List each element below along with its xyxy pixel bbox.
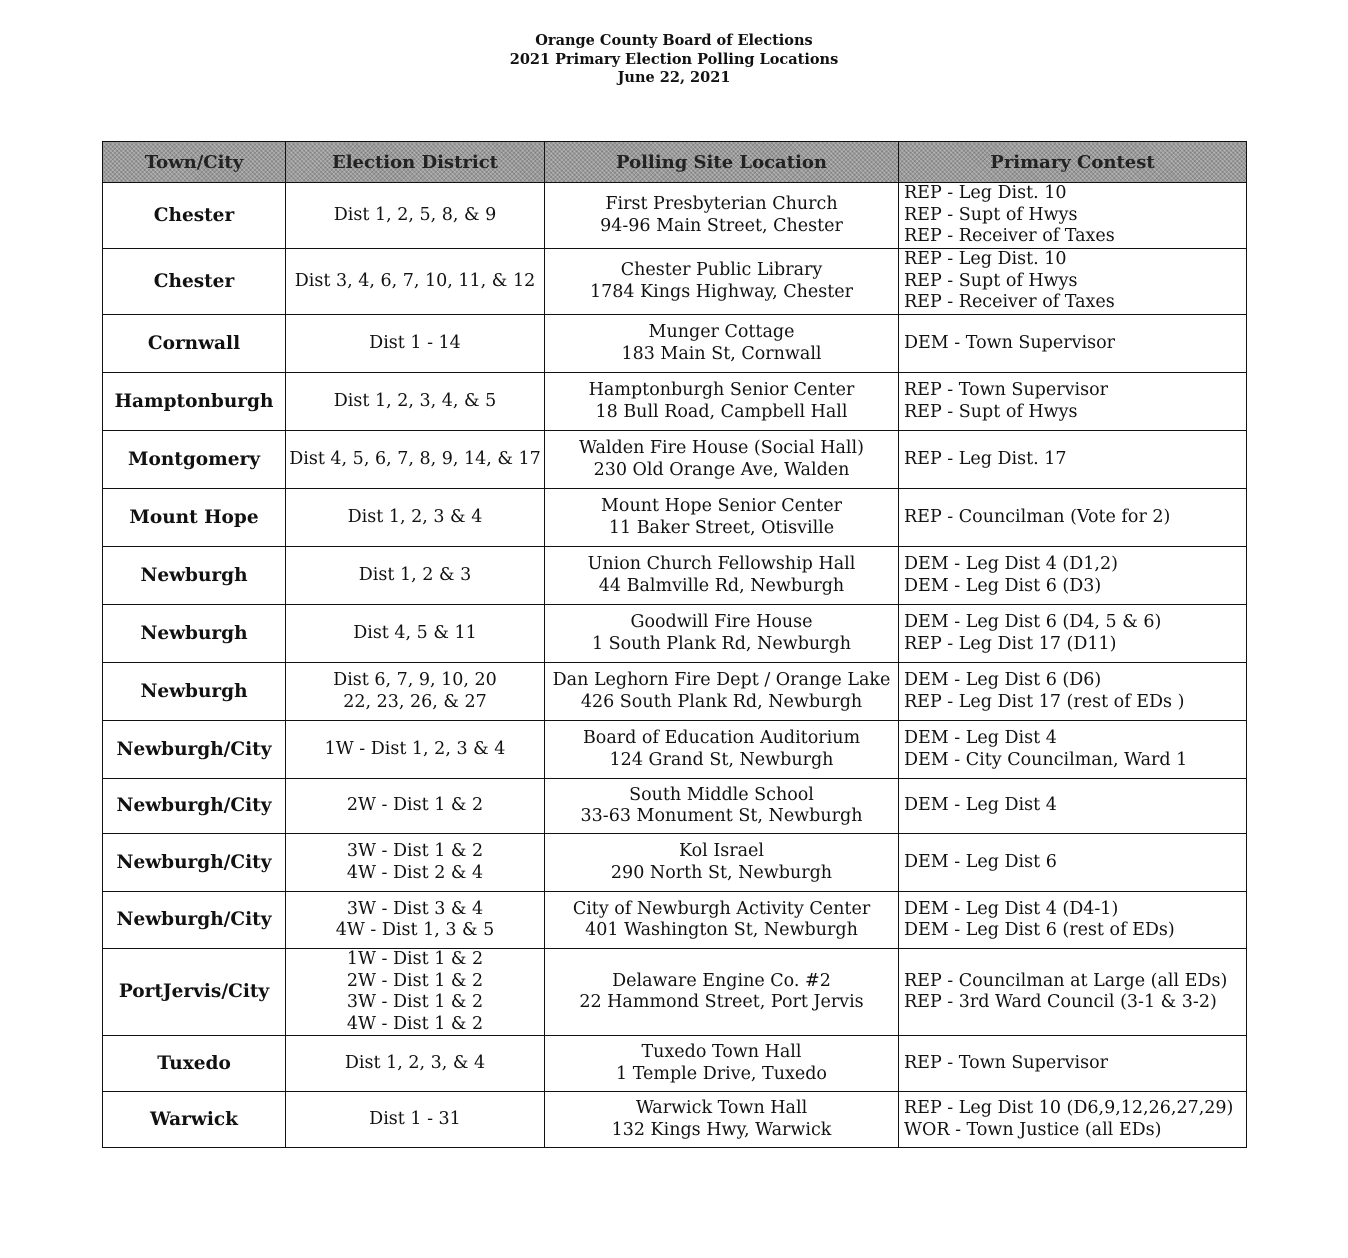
table-row	[103, 489, 1247, 547]
contest-cell	[899, 489, 1247, 547]
district-cell	[286, 547, 545, 605]
district-cell	[286, 315, 545, 373]
contest-line: DEM - Leg Dist 6 (rest of EDs)	[904, 920, 1175, 940]
site-line: 132 Kings Hwy, Warwick	[611, 1119, 832, 1140]
contest-line: REP - Town Supervisor	[904, 1052, 1108, 1073]
table-row	[103, 315, 1247, 373]
table-row	[103, 249, 1247, 315]
table-header-row	[103, 142, 1247, 183]
contest-cell	[899, 779, 1247, 834]
site-line: 44 Balmville Rd, Newburgh	[598, 575, 845, 596]
site-line: Board of Education Auditorium	[582, 728, 861, 748]
table-row	[103, 1092, 1247, 1148]
site-line: 426 South Plank Rd, Newburgh	[580, 691, 863, 712]
contest-cell	[899, 373, 1247, 431]
district-line: 1W - Dist 1, 2, 3 & 4	[324, 738, 506, 759]
contest-line: REP - Leg Dist 10 (D6,9,12,26,27,29)	[904, 1098, 1234, 1118]
contest-cell	[899, 663, 1247, 721]
table-row	[103, 892, 1247, 949]
table-row	[103, 373, 1247, 431]
contest-line: REP - Supt of Hwys	[904, 401, 1078, 422]
contest-line: REP - Town Supervisor	[904, 380, 1108, 400]
contest-line: DEM - Leg Dist 6	[904, 851, 1057, 872]
site-line: 22 Hammond Street, Port Jervis	[579, 992, 864, 1012]
table-body	[103, 183, 1247, 1148]
district-cell	[286, 1092, 545, 1148]
district-line: Dist 4, 5 & 11	[353, 622, 477, 643]
district-line: Dist 1, 2, 5, 8, & 9	[333, 204, 497, 225]
district-line: Dist 1, 2, 3 & 4	[347, 506, 483, 527]
column-header-district: Election District	[286, 142, 545, 183]
district-cell	[286, 721, 545, 779]
contest-cell	[899, 834, 1247, 892]
contest-line: DEM - Leg Dist 6 (D3)	[904, 575, 1102, 596]
district-cell	[286, 373, 545, 431]
site-cell	[545, 605, 899, 663]
town-cell: Montgomery	[103, 431, 286, 489]
site-cell	[545, 721, 899, 779]
town-cell: Newburgh/City	[103, 779, 286, 834]
district-cell	[286, 834, 545, 892]
site-cell	[545, 834, 899, 892]
contest-cell	[899, 183, 1247, 249]
district-line: 4W - Dist 2 & 4	[346, 862, 484, 883]
site-line: 124 Grand St, Newburgh	[609, 749, 834, 770]
site-line: 18 Bull Road, Campbell Hall	[595, 401, 848, 422]
town-cell: Newburgh/City	[103, 892, 286, 949]
site-cell	[545, 249, 899, 315]
district-cell	[286, 431, 545, 489]
site-line: 230 Old Orange Ave, Walden	[593, 459, 850, 480]
town-cell: PortJervis/City	[103, 949, 286, 1036]
town-cell: Chester	[103, 249, 286, 315]
contest-cell	[899, 949, 1247, 1036]
town-cell: Newburgh	[103, 605, 286, 663]
site-line: 1 South Plank Rd, Newburgh	[591, 633, 852, 654]
contest-cell	[899, 431, 1247, 489]
site-line: Mount Hope Senior Center	[601, 496, 842, 516]
district-line: Dist 4, 5, 6, 7, 8, 9, 14, & 17	[289, 448, 541, 469]
site-line: Kol Israel	[679, 841, 764, 861]
column-header-town: Town/City	[103, 142, 286, 183]
district-line: 22, 23, 26, & 27	[343, 691, 487, 712]
contest-cell	[899, 605, 1247, 663]
town-cell: Newburgh	[103, 663, 286, 721]
site-cell	[545, 373, 899, 431]
contest-line: REP - Councilman (Vote for 2)	[904, 506, 1171, 527]
contest-line: REP - Leg Dist. 10	[904, 249, 1067, 270]
contest-line: DEM - Town Supervisor	[904, 332, 1115, 353]
contest-cell	[899, 547, 1247, 605]
site-line: Delaware Engine Co. #2	[612, 970, 831, 991]
contest-line: REP - 3rd Ward Council (3-1 & 3-2)	[904, 992, 1217, 1012]
district-line: Dist 1, 2, 3, & 4	[344, 1052, 486, 1073]
site-line: Goodwill Fire House	[630, 612, 813, 632]
table-row	[103, 834, 1247, 892]
site-line: 183 Main St, Cornwall	[621, 343, 822, 364]
site-line: 94-96 Main Street, Chester	[600, 215, 843, 236]
contest-line: REP - Councilman at Large (all EDs)	[904, 970, 1228, 991]
site-line: Hamptonburgh Senior Center	[588, 380, 855, 400]
site-cell	[545, 1092, 899, 1148]
site-line: South Middle School	[629, 784, 814, 805]
document-header	[0, 32, 1348, 88]
site-line: 11 Baker Street, Otisville	[608, 517, 835, 538]
site-line: 401 Washington St, Newburgh	[585, 920, 858, 940]
site-line: 1784 Kings Highway, Chester	[590, 281, 853, 302]
contest-line: REP - Leg Dist 17 (D11)	[904, 633, 1117, 654]
district-line: 3W - Dist 1 & 2	[346, 992, 484, 1012]
contest-cell	[899, 1036, 1247, 1092]
contest-line: DEM - Leg Dist 6 (D4, 5 & 6)	[904, 612, 1162, 632]
contest-line: REP - Receiver of Taxes	[904, 226, 1115, 247]
site-cell	[545, 892, 899, 949]
contest-line: DEM - City Councilman, Ward 1	[904, 749, 1188, 770]
contest-line: REP - Supt of Hwys	[904, 270, 1078, 291]
contest-line: DEM - Leg Dist 4 (D1,2)	[904, 554, 1118, 574]
town-cell: Newburgh	[103, 547, 286, 605]
site-line: 290 North St, Newburgh	[610, 862, 833, 883]
town-cell: Mount Hope	[103, 489, 286, 547]
district-line: 3W - Dist 1 & 2	[346, 841, 484, 861]
site-line: 1 Temple Drive, Tuxedo	[616, 1063, 827, 1084]
site-cell	[545, 1036, 899, 1092]
site-cell	[545, 949, 899, 1036]
site-cell	[545, 547, 899, 605]
site-line: Dan Leghorn Fire Dept / Orange Lake	[552, 670, 891, 690]
table-row	[103, 431, 1247, 489]
district-cell	[286, 949, 545, 1036]
district-line: Dist 1 - 31	[369, 1108, 461, 1129]
site-cell	[545, 431, 899, 489]
district-line: 2W - Dist 1 & 2	[346, 795, 484, 816]
column-header-contest: Primary Contest	[899, 142, 1247, 183]
header-date: June 22, 2021	[617, 69, 731, 86]
contest-cell	[899, 892, 1247, 949]
site-line: City of Newburgh Activity Center	[572, 898, 871, 919]
district-line: Dist 1, 2, 3, 4, & 5	[333, 390, 497, 411]
district-cell	[286, 663, 545, 721]
site-line: 33-63 Monument St, Newburgh	[580, 806, 863, 826]
contest-line: REP - Leg Dist 17 (rest of EDs )	[904, 691, 1185, 712]
district-cell	[286, 1036, 545, 1092]
district-line: Dist 1 - 14	[369, 332, 461, 353]
contest-line: WOR - Town Justice (all EDs)	[904, 1119, 1162, 1140]
district-cell	[286, 249, 545, 315]
site-cell	[545, 779, 899, 834]
header-subtitle: 2021 Primary Election Polling Locations	[509, 50, 839, 68]
table-row	[103, 547, 1247, 605]
contest-line: REP - Leg Dist. 10	[904, 183, 1067, 204]
contest-cell	[899, 315, 1247, 373]
site-line: Union Church Fellowship Hall	[587, 554, 856, 574]
contest-line: DEM - Leg Dist 6 (D6)	[904, 670, 1102, 690]
district-line: Dist 3, 4, 6, 7, 10, 11, & 12	[294, 270, 536, 291]
town-cell: Warwick	[103, 1092, 286, 1148]
contest-line: REP - Leg Dist. 17	[904, 448, 1067, 469]
site-cell	[545, 663, 899, 721]
table-row	[103, 721, 1247, 779]
contest-line: DEM - Leg Dist 4	[904, 728, 1057, 748]
town-cell: Hamptonburgh	[103, 373, 286, 431]
district-line: 3W - Dist 3 & 4	[346, 898, 484, 919]
table-row	[103, 183, 1247, 249]
district-line: 4W - Dist 1, 3 & 5	[335, 920, 495, 940]
contest-line: REP - Receiver of Taxes	[904, 292, 1115, 313]
district-cell	[286, 779, 545, 834]
site-line: Tuxedo Town Hall	[641, 1042, 802, 1062]
contest-cell	[899, 249, 1247, 315]
district-cell	[286, 489, 545, 547]
contest-line: DEM - Leg Dist 4	[904, 795, 1057, 816]
column-header-site: Polling Site Location	[545, 142, 899, 183]
table-row	[103, 779, 1247, 834]
table-row	[103, 1036, 1247, 1092]
district-line: Dist 1, 2 & 3	[358, 564, 472, 585]
site-line: Munger Cottage	[648, 322, 795, 342]
contest-cell	[899, 721, 1247, 779]
district-line: 2W - Dist 1 & 2	[346, 970, 484, 991]
contest-cell	[899, 1092, 1247, 1148]
town-cell: Cornwall	[103, 315, 286, 373]
district-line: 4W - Dist 1 & 2	[346, 1013, 484, 1034]
district-cell	[286, 605, 545, 663]
site-cell	[545, 489, 899, 547]
town-cell: Chester	[103, 183, 286, 249]
site-line: First Presbyterian Church	[605, 194, 838, 214]
town-cell: Newburgh/City	[103, 721, 286, 779]
district-cell	[286, 892, 545, 949]
contest-line: DEM - Leg Dist 4 (D4-1)	[904, 898, 1119, 919]
site-line: Walden Fire House (Social Hall)	[579, 438, 864, 458]
town-cell: Newburgh/City	[103, 834, 286, 892]
district-line: 1W - Dist 1 & 2	[346, 949, 484, 969]
site-cell	[545, 315, 899, 373]
table-row	[103, 605, 1247, 663]
table-row	[103, 663, 1247, 721]
contest-line: REP - Supt of Hwys	[904, 204, 1078, 225]
district-line: Dist 6, 7, 9, 10, 20	[333, 670, 497, 690]
site-line: Chester Public Library	[620, 260, 823, 280]
polling-locations-table	[102, 141, 1247, 1148]
town-cell: Tuxedo	[103, 1036, 286, 1092]
table-row	[103, 949, 1247, 1036]
site-cell	[545, 183, 899, 249]
district-cell	[286, 183, 545, 249]
site-line: Warwick Town Hall	[635, 1098, 808, 1118]
header-title: Orange County Board of Elections	[535, 32, 813, 49]
